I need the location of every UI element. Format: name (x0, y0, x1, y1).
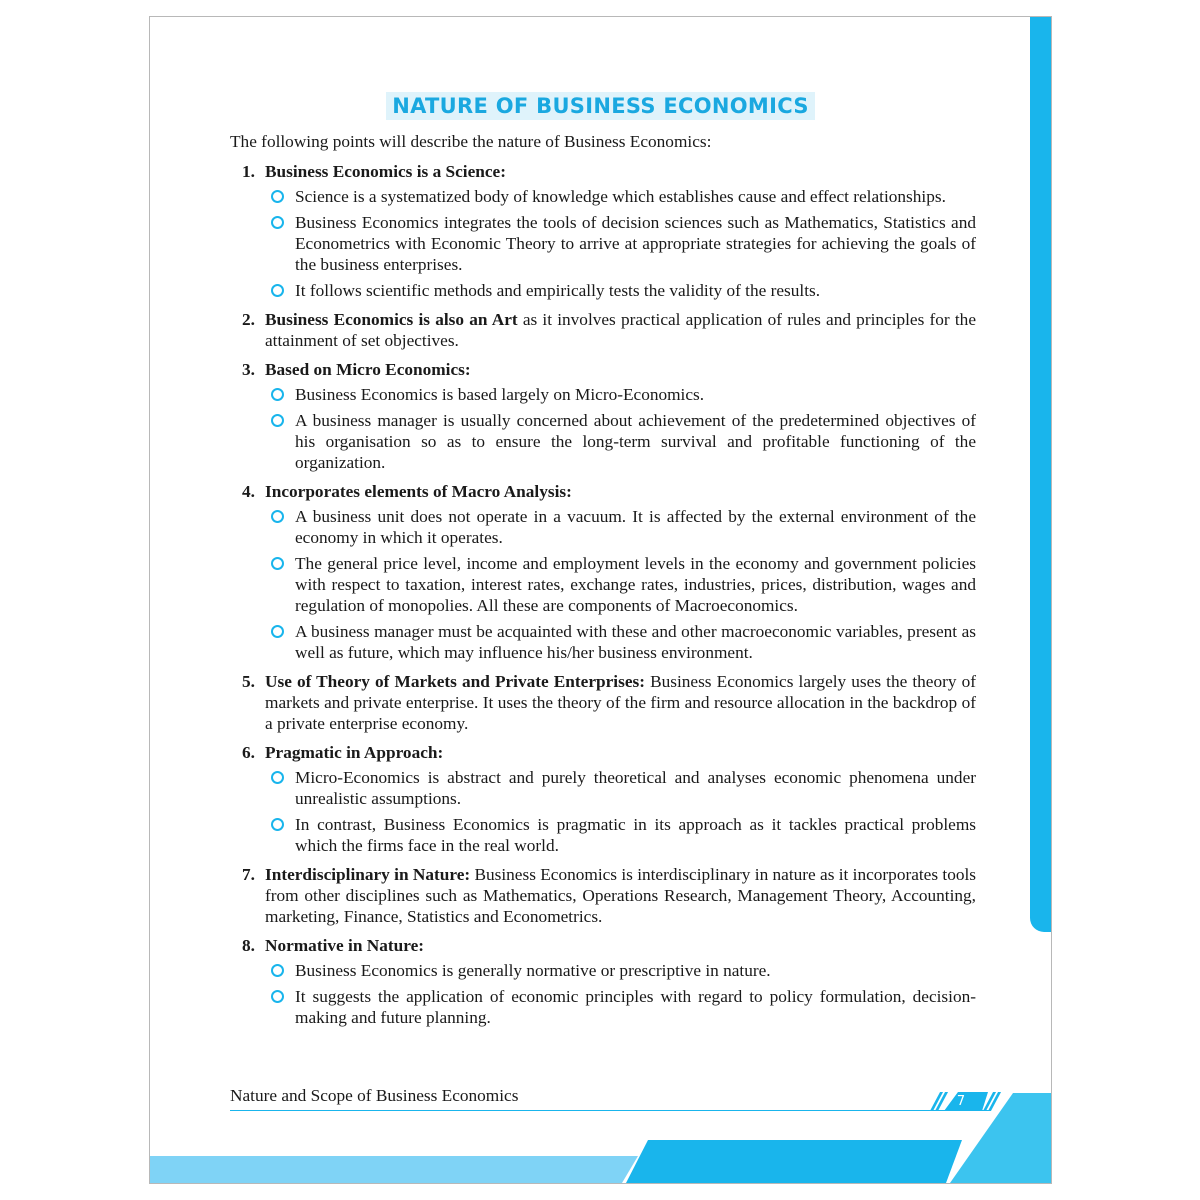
footer-decoration-left (150, 1156, 638, 1183)
bullet-item (265, 186, 976, 207)
circle-bullet-icon (271, 990, 284, 1003)
bullet-text: In contrast, Business Economics is pragmatic in its approach as it tackles practical problems which the firms face in the real world. (295, 815, 976, 855)
numbered-point (230, 935, 976, 1028)
numbered-point (230, 359, 976, 473)
point-title: Normative in Nature: (265, 936, 425, 955)
bullet-text: A business unit does not operate in a vacuum. It is affected by the external environment of the economy in which it operates. (295, 507, 976, 547)
circle-bullet-icon (271, 510, 284, 523)
document-page (149, 16, 1052, 1184)
footer-title: Nature and Scope of Business Economics (230, 1086, 519, 1105)
point-title: Business Economics is also an Art (265, 310, 518, 329)
bullet-text: Business Economics is generally normative or prescriptive in nature. (295, 961, 771, 980)
point-line (265, 671, 976, 734)
point-title: Use of Theory of Markets and Private Enterprises: (265, 672, 645, 691)
bullet-text: It follows scientific methods and empirically tests the validity of the results. (295, 281, 821, 300)
bullet-list (265, 384, 976, 473)
footer-decoration-middle (626, 1140, 962, 1183)
numbered-point (230, 161, 976, 301)
numbered-point (230, 309, 976, 351)
numbered-point (230, 742, 976, 856)
bullet-item (265, 410, 976, 473)
circle-bullet-icon (271, 818, 284, 831)
bullet-item (265, 212, 976, 275)
bullet-item (265, 384, 976, 405)
point-line (265, 935, 976, 956)
point-text: Business Economics largely uses the theory of markets and private enterprise. It uses the theory of the firm and resource allocation in the backdrop of a private enterprise economy. (265, 672, 976, 733)
point-number: 1. (242, 162, 255, 181)
page-number: 7 (956, 1094, 966, 1109)
page-heading: NATURE OF BUSINESS ECONOMICS (386, 92, 815, 120)
circle-bullet-icon (271, 771, 284, 784)
bullet-list (265, 506, 976, 663)
heading-wrapper (150, 92, 1051, 120)
bullet-text: Business Economics integrates the tools of decision sciences such as Mathematics, Statistics and Econometrics with Economic Theory to arrive at appropriate strategies for achieving the goals of the business enterprises. (295, 213, 976, 274)
bullet-item (265, 506, 976, 548)
point-number: 2. (242, 310, 255, 329)
bullet-item (265, 621, 976, 663)
bullet-item (265, 767, 976, 809)
point-title: Business Economics is a Science: (265, 162, 506, 181)
side-accent-bar (1030, 17, 1051, 932)
circle-bullet-icon (271, 414, 284, 427)
bullet-item (265, 553, 976, 616)
footer-rule (230, 1110, 990, 1111)
points-list (230, 161, 976, 1028)
bullet-item (265, 986, 976, 1028)
bullet-item (265, 960, 976, 981)
point-text: Business Economics is interdisciplinary in nature as it incorporates tools from other disciplines such as Mathematics, Operations Research, Management Theory, Accounting, marketing, Finance, Statistics and Econometrics. (265, 865, 977, 926)
point-number: 6. (242, 743, 255, 762)
bullet-list (265, 186, 976, 301)
numbered-point (230, 671, 976, 734)
point-number: 7. (242, 865, 255, 884)
point-text: as it involves practical application of rules and principles for the attainment of set objectives. (265, 310, 976, 350)
point-line (265, 309, 976, 351)
circle-bullet-icon (271, 557, 284, 570)
point-title: Based on Micro Economics: (265, 360, 471, 379)
content-body (230, 131, 976, 1036)
bullet-list (265, 960, 976, 1028)
circle-bullet-icon (271, 284, 284, 297)
circle-bullet-icon (271, 388, 284, 401)
point-line (265, 359, 976, 380)
point-line (265, 481, 976, 502)
numbered-point (230, 864, 976, 927)
bullet-list (265, 767, 976, 856)
bullet-item (265, 280, 976, 301)
point-number: 5. (242, 672, 255, 691)
point-number: 8. (242, 936, 255, 955)
circle-bullet-icon (271, 964, 284, 977)
intro-paragraph: The following points will describe the nature of Business Economics: (230, 132, 712, 151)
bullet-text: Business Economics is based largely on Micro-Economics. (295, 385, 705, 404)
point-line (265, 864, 976, 927)
circle-bullet-icon (271, 216, 284, 229)
point-line (265, 161, 976, 182)
point-number: 3. (242, 360, 255, 379)
point-title: Interdisciplinary in Nature: (265, 865, 471, 884)
bullet-text: Micro-Economics is abstract and purely theoretical and analyses economic phenomena under unrealistic assumptions. (295, 768, 976, 808)
bullet-text: Science is a systematized body of knowledge which establishes cause and effect relationships. (295, 187, 946, 206)
circle-bullet-icon (271, 625, 284, 638)
bullet-text: A business manager is usually concerned about achievement of the predetermined objectives of his organisation so as to ensure the long-term survival and profitable functioning of the organization. (295, 411, 976, 472)
point-line (265, 742, 976, 763)
circle-bullet-icon (271, 190, 284, 203)
numbered-point (230, 481, 976, 663)
bullet-item (265, 814, 976, 856)
bullet-text: A business manager must be acquainted with these and other macroeconomic variables, present as well as future, which may influence his/her business environment. (295, 622, 976, 662)
point-title: Incorporates elements of Macro Analysis: (265, 482, 572, 501)
point-number: 4. (242, 482, 255, 501)
bullet-text: It suggests the application of economic principles with regard to policy formulation, decision-making and future planning. (295, 987, 976, 1027)
point-title: Pragmatic in Approach: (265, 743, 444, 762)
bullet-text: The general price level, income and employment levels in the economy and government policies with respect to taxation, interest rates, exchange rates, industries, prices, distribution, wages and regulation of monopolies. All these are components of Macroeconomics. (295, 554, 976, 615)
